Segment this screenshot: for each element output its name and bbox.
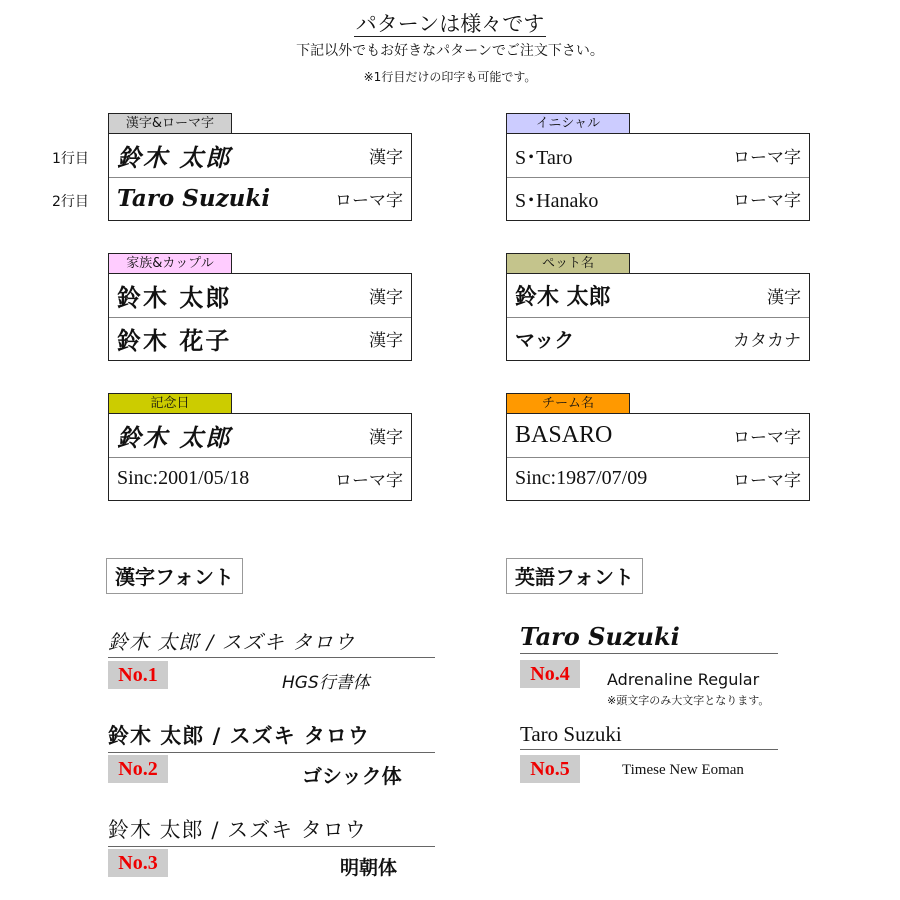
line1-text: 鈴木 太郎 (117, 283, 232, 312)
line1-text: 鈴木 太郎 (117, 423, 232, 452)
font-sample-4: Taro Suzuki (520, 622, 778, 654)
page-title: パターンは様々です (355, 12, 545, 36)
subtitle: 下記以外でもお好きなパターンでご注文下さい。 (296, 43, 604, 59)
font-number-badge: No.3 (108, 849, 168, 877)
kanji-font-heading: 漢字フォント (106, 558, 243, 594)
line2-kind: 漢字 (369, 331, 403, 351)
font-sample-1: 鈴木 太郎 / スズキ タロウ (108, 626, 435, 658)
row-label-1: 1行目 (52, 151, 89, 167)
pattern-tab: 家族&カップル (108, 253, 232, 273)
line1-kind: 漢字 (767, 288, 801, 308)
english-font-heading: 英語フォント (506, 558, 643, 594)
pattern-tab: 漢字&ローマ字 (108, 113, 232, 133)
font-number-badge: No.5 (520, 755, 580, 783)
row-label-2: 2行目 (52, 194, 89, 210)
pattern-card (108, 413, 412, 501)
font-name: ゴシック体 (302, 764, 402, 788)
pattern-card (506, 273, 810, 361)
font-name: Adrenaline Regular (607, 670, 760, 689)
font-sample-3: 鈴木 太郎 / スズキ タロウ (108, 814, 435, 847)
line2-kind: カタカナ (733, 331, 801, 351)
line1-kind: 漢字 (369, 428, 403, 448)
pattern-tab: ペット名 (506, 253, 630, 273)
line1-kind: ローマ字 (733, 148, 801, 168)
line2-text: Taro Suzuki (117, 185, 271, 212)
line2-kind: ローマ字 (733, 191, 801, 211)
font-name: HGS行書体 (282, 673, 370, 693)
font-note: ※頭文字のみ大文字となります。 (607, 694, 770, 707)
line1-kind: 漢字 (369, 148, 403, 168)
pattern-card (506, 133, 810, 221)
pattern-card (506, 413, 810, 501)
line2-text: Sinc:2001/05/18 (117, 467, 250, 489)
font-number-badge: No.4 (520, 660, 580, 688)
line2-kind: ローマ字 (733, 471, 801, 491)
line2-text: S･Hanako (515, 190, 599, 212)
line1-text: 鈴木 太郎 (515, 285, 611, 310)
line1-text: 鈴木 太郎 (117, 143, 232, 172)
note: ※1行目だけの印字も可能です。 (363, 70, 537, 84)
pattern-tab: チーム名 (506, 393, 630, 413)
line2-text: 鈴木 花子 (117, 326, 232, 355)
font-name: 明朝体 (340, 857, 398, 879)
pattern-card (108, 133, 412, 221)
line2-kind: ローマ字 (335, 471, 403, 491)
line1-kind: ローマ字 (733, 428, 801, 448)
pattern-tab: 記念日 (108, 393, 232, 413)
line2-kind: ローマ字 (335, 191, 403, 211)
line1-text: BASARO (515, 422, 613, 448)
font-number-badge: No.1 (108, 661, 168, 689)
line2-text: マック (515, 328, 575, 352)
line2-text: Sinc:1987/07/09 (515, 467, 648, 489)
line1-text: S･Taro (515, 147, 573, 169)
font-sample-2: 鈴木 太郎 / スズキ タロウ (108, 720, 435, 753)
font-number-badge: No.2 (108, 755, 168, 783)
pattern-card (108, 273, 412, 361)
font-name: Timese New Eoman (622, 762, 744, 778)
font-sample-5: Taro Suzuki (520, 722, 778, 750)
line1-kind: 漢字 (369, 288, 403, 308)
pattern-tab: イニシャル (506, 113, 630, 133)
